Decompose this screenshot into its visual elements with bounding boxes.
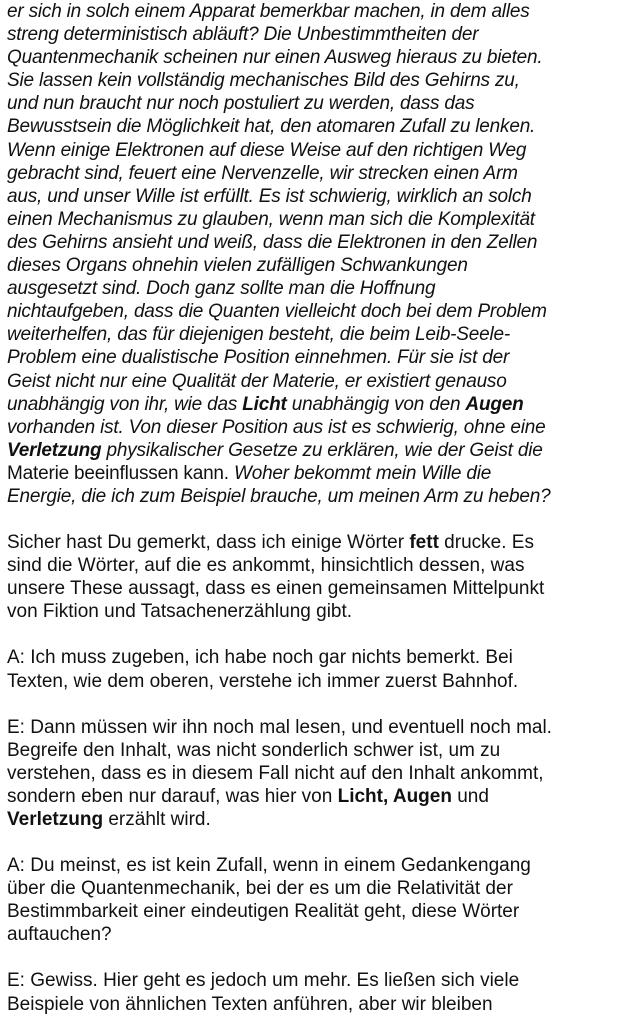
paragraph-explanation: Sicher hast Du gemerkt, dass ich einige Wörter fett drucke. Es sind die Wörter, auf die es ankommt, hinsichtlich dessen, was unsere These aussagt, dass es einen gemeinsamen Mittelpunkt von Fiktion und Tatsachenerzählung gibt. — [7, 532, 545, 623]
keyword-licht: Licht — [242, 393, 287, 415]
quote-line: ausgesetzt sind. Doch ganz sollte man die Hoffnung — [7, 278, 436, 300]
quote-line: Sie lassen kein vollständig mechanisches Bild des Gehirns zu, — [7, 70, 520, 92]
quote-line: Quantenmechanik scheinen nur einen Ausweg hieraus zu bieten. — [7, 47, 543, 69]
quote-line: er sich in solch einem Apparat bemerkbar machen, in dem alles — [7, 1, 530, 22]
quote-line: nichtaufgeben, dass die Quanten vielleicht doch bei dem Problem — [7, 301, 547, 323]
quote-line: Problem eine dualistische Position einnehmen. Für sie ist der — [7, 347, 510, 369]
quote-line: Verletzung physikalischer Gesetze zu erklären, wie der Geist die — [7, 439, 543, 461]
dialogue-e-2: E: Gewiss. Hier geht es jedoch um mehr. Es ließen sich viele Beispiele von ähnlichen Texten anführen, aber wir bleiben — [7, 970, 520, 1015]
keyword-verletzung: Verletzung — [7, 439, 102, 461]
dialogue-a-2: A: Du meinst, es ist kein Zufall, wenn in einem Gedankengang über die Quantenmechanik, bei der es um die Relativität der Bestimmbarkeit einer eindeutigen Realität geht, diese Wörter auftauchen? — [7, 855, 531, 946]
quote-line: vorhanden ist. Von dieser Position aus ist es schwierig, ohne eine — [7, 416, 546, 438]
dialogue-a-1: A: Ich muss zugeben, ich habe noch gar nichts bemerkt. Bei Texten, wie dem oberen, verstehe ich immer zuerst Bahnhof. — [7, 647, 519, 692]
quote-line: Wenn einige Elektronen auf diese Weise auf den richtigen Weg — [7, 139, 527, 161]
quote-line: unabhängig von ihr, wie das Licht unabhängig von den Augen — [7, 393, 524, 415]
quote-line: aus, und unser Wille ist erfüllt. Es ist schwierig, wirklich an solch — [7, 185, 532, 207]
quote-line: Bewusstsein die Möglichkeit hat, den atomaren Zufall zu lenken. — [7, 116, 536, 138]
quoted-passage — [7, 0, 617, 508]
quote-line: Energie, die ich zum Beispiel brauche, um meinen Arm zu heben? — [7, 485, 551, 507]
quote-line: Materie beeinflussen kann. Woher bekommt mein Wille die — [7, 462, 492, 484]
quote-line: des Gehirns ansieht und weiß, dass die Elektronen in den Zellen — [7, 231, 538, 253]
quote-line: Geist nicht nur eine Qualität der Materie, er existiert genauso — [7, 370, 507, 392]
keyword-augen: Augen — [465, 393, 524, 415]
quote-line: und nun braucht nur noch postuliert zu werden, dass das — [7, 93, 475, 115]
quote-line: dieses Organs ohnehin vielen zufälligen Schwankungen — [7, 255, 468, 277]
quote-line: gebracht sind, feuert eine Nervenzelle, wir strecken einen Arm — [7, 162, 518, 184]
document-page — [7, 0, 617, 1016]
dialogue-e-1: E: Dann müssen wir ihn noch mal lesen, und eventuell noch mal. Begreife den Inhalt, was nicht sonderlich schwer ist, um zu verstehen, dass es in diesem Fall nicht auf den Inhalt ankommt, sondern eben nur darauf, was hier von Licht, Augen und Verletzung erzählt wird. — [7, 716, 552, 830]
quote-line: streng deterministisch abläuft? Die Unbestimmtheiten der — [7, 24, 479, 46]
keyword-verletzung: Verletzung — [7, 809, 104, 830]
quote-line: weiterhelfen, das für diejenigen besteht, die beim Leib-Seele- — [7, 324, 511, 346]
keyword-licht-augen: Licht, Augen — [337, 785, 452, 807]
keyword-fett: fett — [409, 532, 439, 554]
quote-line: einen Mechanismus zu glauben, wenn man sich die Komplexität — [7, 208, 535, 230]
